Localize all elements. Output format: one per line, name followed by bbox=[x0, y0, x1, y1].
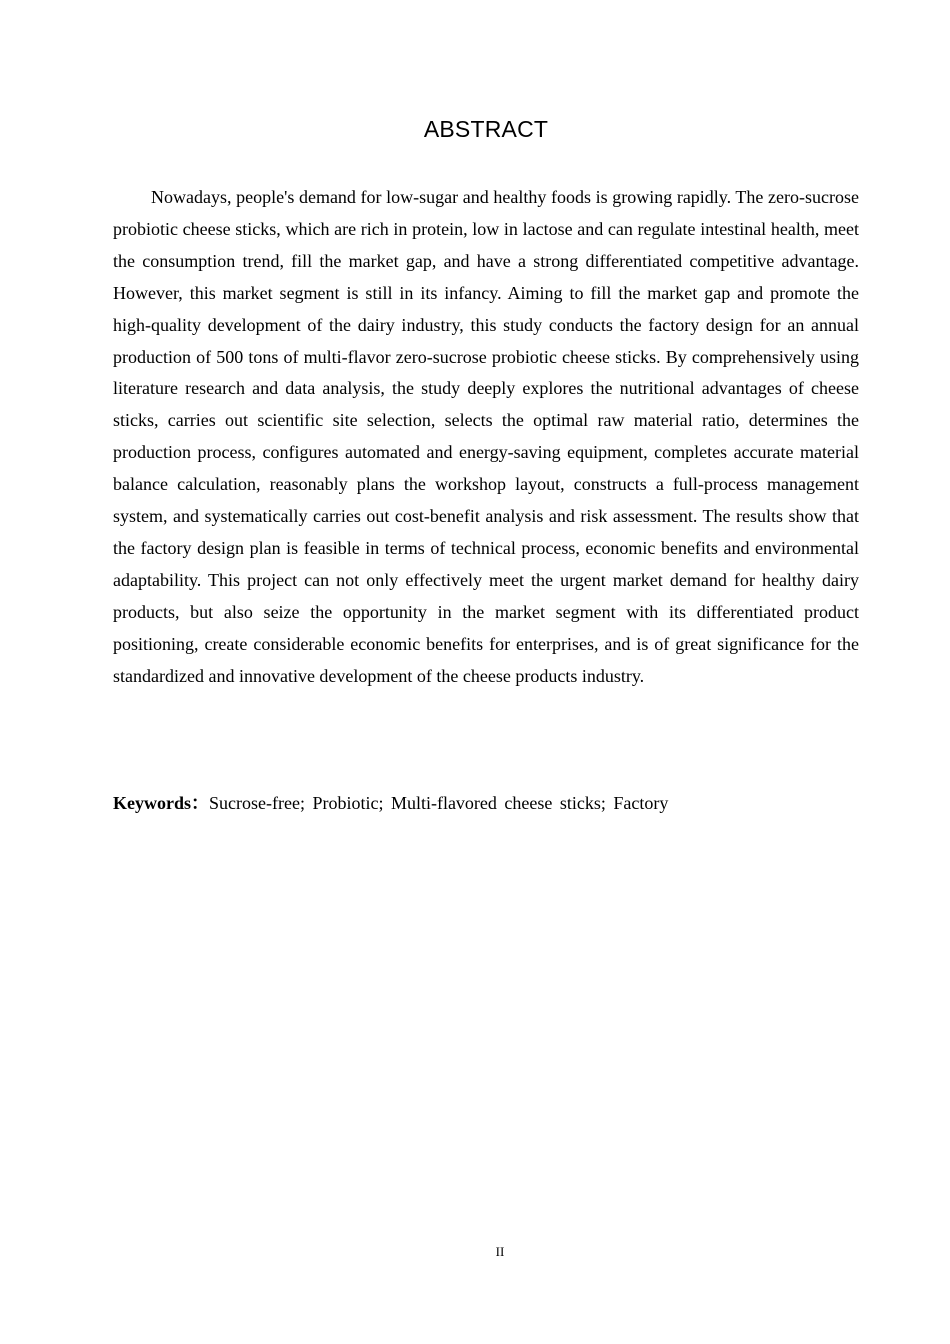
keywords-text: Sucrose-free; Probiotic; Multi-flavored cheese sticks; Factory bbox=[209, 793, 669, 813]
keywords-label: Keywords： bbox=[113, 793, 209, 813]
page-number: II bbox=[495, 1244, 505, 1259]
abstract-title: ABSTRACT bbox=[423, 116, 549, 142]
keywords-line bbox=[113, 788, 859, 820]
abstract-body: Nowadays, people's demand for low-sugar and healthy foods is growing rapidly. The zero-sucrose probiotic cheese sticks, which are rich in protein, low in lactose and can regulate intestinal health, meet the consumption trend, fill the market gap, and have a strong differentiated competitive advantage. However, this market segment is still in its infancy. Aiming to fill the market gap and promote the high-quality development of the dairy industry, this study conducts the factory design for an annual production of 500 tons of multi-flavor zero-sucrose probiotic cheese sticks. By comprehensively using literature research and data analysis, the study deeply explores the nutritional advantages of cheese sticks, carries out scientific site selection, selects the optimal raw material ratio, determines the production process, configures automated and energy-saving equipment, completes accurate material balance calculation, reasonably plans the workshop layout, constructs a full-process management system, and systematically carries out cost-benefit analysis and risk assessment. The results show that the factory design plan is feasible in terms of technical process, economic benefits and environmental adaptability. This project can not only effectively meet the urgent market demand for healthy dairy products, but also seize the opportunity in the market segment with its differentiated product positioning, create considerable economic benefits for enterprises, and is of great significance for the standardized and innovative development of the cheese products industry. bbox=[113, 187, 859, 686]
